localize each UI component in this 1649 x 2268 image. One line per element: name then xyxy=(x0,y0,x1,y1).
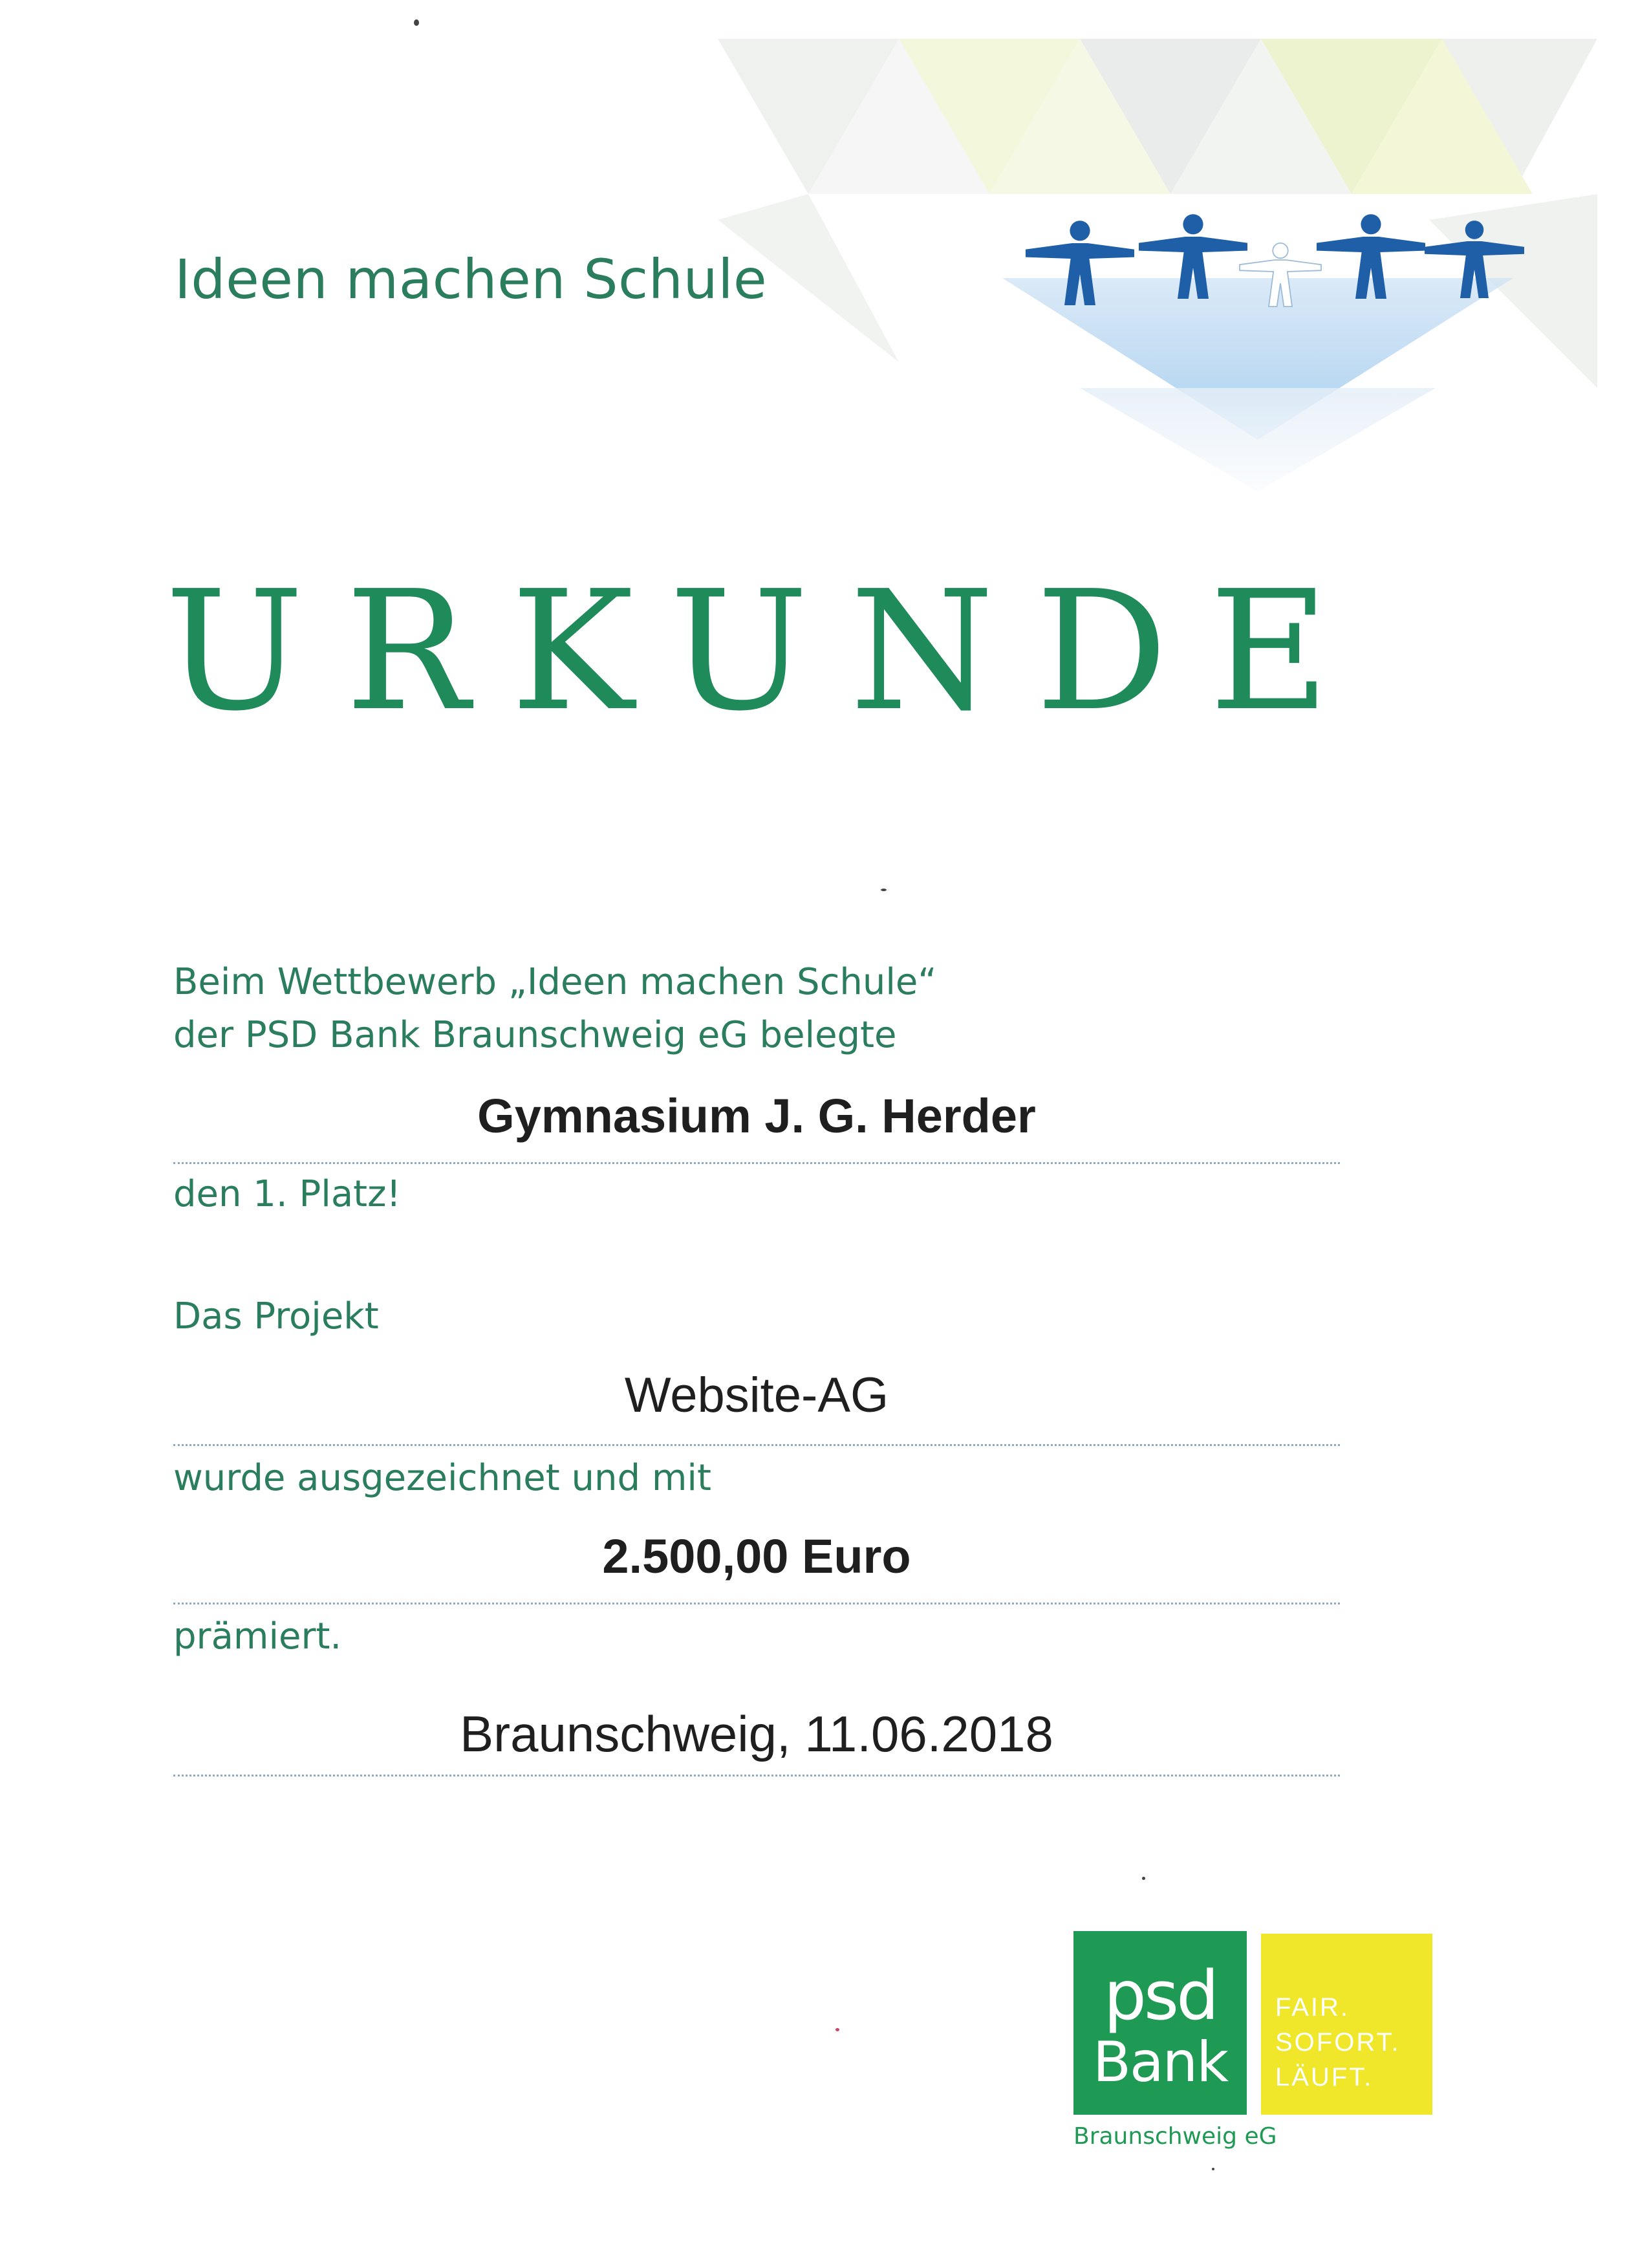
scan-speck xyxy=(835,2028,839,2031)
scan-speck xyxy=(414,19,419,26)
slogan-line-1: FAIR. xyxy=(1275,1993,1350,2022)
scan-speck xyxy=(1142,1877,1145,1880)
winner-name: Gymnasium J. G. Herder xyxy=(477,1089,1036,1143)
paper-figures-illustration xyxy=(718,26,1597,517)
project-label: Das Projekt xyxy=(173,1295,379,1337)
project-underline xyxy=(173,1444,1340,1446)
amount-underline xyxy=(173,1603,1340,1604)
competition-series-title: Ideen machen Schule xyxy=(175,248,768,311)
award-text: wurde ausgezeichnet und mit xyxy=(173,1457,711,1499)
logo-subtitle: Braunschweig eG xyxy=(1073,2123,1277,2150)
intro-line-1: Beim Wettbewerb „Ideen machen Schule“ xyxy=(173,961,937,1003)
winner-underline xyxy=(173,1162,1340,1164)
logo-wordmark-bank: Bank xyxy=(1092,2030,1227,2095)
project-name: Website-AG xyxy=(624,1368,889,1423)
award-amount: 2.500,00 Euro xyxy=(602,1529,911,1583)
scan-speck xyxy=(1212,2168,1214,2170)
logo-slogan-box xyxy=(1261,1934,1432,2115)
scan-speck xyxy=(881,889,887,891)
slogan-line-3: LÄUFT. xyxy=(1275,2063,1374,2091)
logo-wordmark-psd: psd xyxy=(1103,1956,1217,2035)
certificate-title: URKUNDE xyxy=(165,556,1371,748)
awarded-text: prämiert. xyxy=(173,1615,342,1658)
slogan-line-2: SOFORT. xyxy=(1275,2028,1401,2057)
psd-bank-logo xyxy=(1073,1931,1247,2115)
place-text: den 1. Platz! xyxy=(173,1173,401,1215)
place-and-date: Braunschweig, 11.06.2018 xyxy=(460,1705,1053,1762)
date-underline xyxy=(173,1775,1340,1777)
intro-line-2: der PSD Bank Braunschweig eG belegte xyxy=(173,1014,897,1056)
